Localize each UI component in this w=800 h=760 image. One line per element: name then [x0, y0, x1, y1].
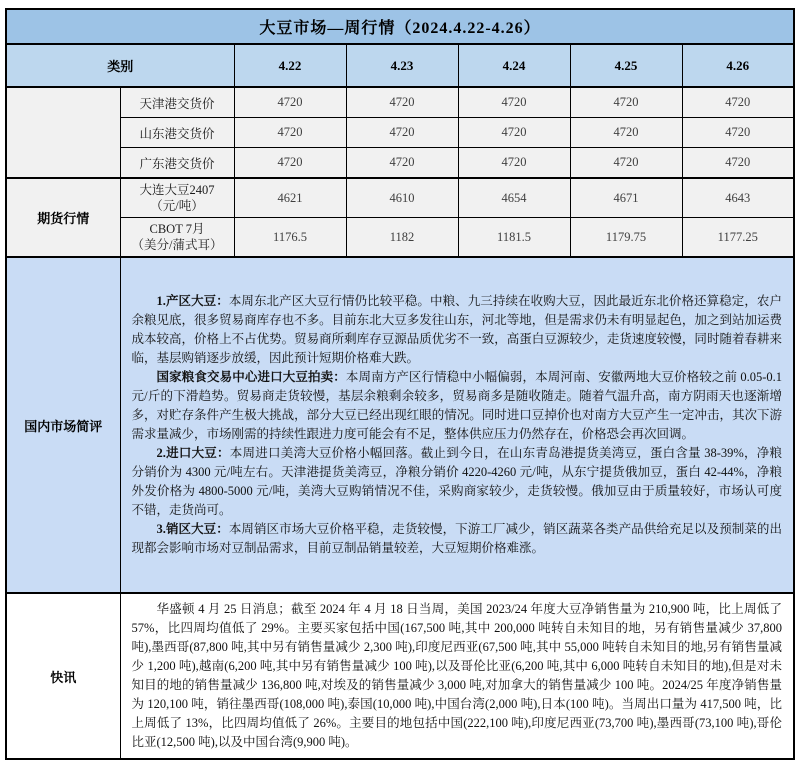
row-label-dce-soybean-2407: [120, 178, 234, 218]
column-header-date-3: 4.24: [458, 44, 570, 87]
cell-value: 4720: [458, 118, 570, 148]
row-label-line2: （美分/蒲式耳）: [131, 238, 223, 252]
table-row-futures-cbot: [6, 218, 794, 258]
column-header-date-5: 4.26: [682, 44, 794, 87]
table-row-futures-dce: [6, 178, 794, 218]
cell-value: 4621: [234, 178, 346, 218]
cell-value: 4643: [682, 178, 794, 218]
page-title: 大豆市场—周行情（2024.4.22-4.26）: [6, 9, 794, 44]
column-header-date-2: 4.23: [346, 44, 458, 87]
cell-value: 4720: [234, 118, 346, 148]
cell-value: 4654: [458, 178, 570, 218]
column-header-date-4: 4.25: [570, 44, 682, 87]
review-paragraph-imported: [132, 444, 783, 520]
cell-value: 4720: [234, 87, 346, 118]
row-label-guangdong-port: 广东港交货价: [120, 148, 234, 179]
paragraph-text: 本周进口美湾大豆价格小幅回落。截止到今日，在山东青岛港提货美湾豆，蛋白含量 38-39%，净粮分销价为 4300 元/吨左右。天津港提货美湾豆，净粮分销价 4220-4260 元/吨，从东宁提货俄加豆，蛋白 42-44%，净粮外发价格为 4800-5000 元/吨，美湾大豆购销情况不佳，采购商家较少，走货较慢。俄加豆由于质量较好，市场认可度不错，走货尚可。: [131, 446, 782, 517]
review-paragraph-auction: [132, 368, 783, 444]
cell-value: 4720: [570, 87, 682, 118]
review-paragraph-sales-area: [132, 520, 783, 558]
paragraph-text: 本周南方产区行情稳中小幅偏弱，本周河南、安徽两地大豆价格较之前 0.05-0.1 元/斤的下滑趋势。贸易商走货较慢，基层余粮剩余较多，贸易商多是随收随走。随着气温升高，南方阴雨天也逐渐增多，对贮存条件产生极大挑战，部分大豆已经出现红眼的情况。同时进口豆掉价也对南方大豆产生一定冲击，其次下游需求量减少，市场刚需的持续性跟进力度可能会有不足，整体供应压力仍然存在，价格恐会再次回调。: [131, 370, 782, 441]
market-review-row: [6, 257, 794, 593]
cell-value: 4720: [346, 87, 458, 118]
cell-value: 4720: [682, 118, 794, 148]
paragraph-text: 本周东北产区大豆行情仍比较平稳。中粮、九三持续在收购大豆，因此最近东北价格还算稳定，农户余粮见底，很多贸易商库存也不多。目前东北大豆多发往山东，河北等地，但是需求仍未有明显起色，加之到站加运费成本较高，价格上不占优势。贸易商所剩库存豆源品质优劣不一致，高蛋白豆源较少，走货速度较慢，同时随着春耕来临，基层购销逐步放缓，因此预计短期价格难大跌。: [131, 294, 782, 365]
cell-value: 4720: [682, 148, 794, 179]
paragraph-text: 本周销区市场大豆价格平稳，走货较慢，下游工厂减少，销区蔬菜各类产品供给充足以及预制菜的出现都会影响市场对豆制品需求，目前豆制品销量较差，大豆短期价格难涨。: [131, 522, 782, 555]
paragraph-lead: 3.销区大豆：: [156, 522, 229, 536]
cell-value: 4720: [346, 118, 458, 148]
cell-value: 4720: [682, 87, 794, 118]
cell-value: 1181.5: [458, 218, 570, 258]
cell-value: 4720: [234, 148, 346, 179]
cell-value: 4720: [570, 118, 682, 148]
soybean-weekly-report: [5, 8, 795, 760]
cell-value: 4610: [346, 178, 458, 218]
column-header-category: 类别: [6, 44, 234, 87]
cell-value: 4720: [570, 148, 682, 179]
cell-value: 1182: [346, 218, 458, 258]
price-report-table: [5, 8, 795, 760]
news-group-label: 快讯: [6, 593, 120, 759]
cell-value: 4671: [570, 178, 682, 218]
market-review-group-label: 国内市场简评: [6, 257, 120, 593]
paragraph-lead: 国家粮食交易中心进口大豆拍卖：: [156, 370, 346, 384]
table-row-spot-guangdong: [6, 148, 794, 179]
row-label-tianjin-port: 天津港交货价: [120, 87, 234, 118]
cell-value: 4720: [346, 148, 458, 179]
column-header-date-1: 4.22: [234, 44, 346, 87]
cell-value: 1176.5: [234, 218, 346, 258]
news-paragraph: 华盛顿 4 月 25 日消息；截至 2024 年 4 月 18 日当周，美国 2023/24 年度大豆净销售量为 210,900 吨，比上周低了 57%，比四周均值低了 29%。主要买家包括中国(167,500 吨,其中 200,000 吨转自未知目的地，另有销售量减少 37,800 吨),墨西哥(87,800 吨,其中另有销售量减少 2,300 吨),印度尼西亚(67,500 吨,其中 55,000 吨转自未知目的地,另有销售量减少 1,200 吨),越南(6,200 吨,其中另有销售量减少 100 吨),以及哥伦比亚(6,200 吨,其中 6,000 吨转自未知目的地),但是对未知目的地的销售量减少 136,800 吨,对埃及的销售量减少 3,000 吨,对加拿大的销售量减少 100 吨。2024/25 年度净销售量为 120,100 吨，销往墨西哥(108,000 吨),泰国(10,000 吨),中国台湾(2,000 吨),日本(100 吨)。当周出口量为 417,500 吨，比上周低了 13%，比四周均值低了 26%。主要目的地包括中国(222,100 吨),印度尼西亚(73,700 吨),墨西哥(73,100 吨),哥伦比亚(12,500 吨),以及中国台湾(9,900 吨)。: [131, 602, 782, 749]
market-review-content: [120, 257, 794, 593]
cell-value: 4720: [458, 87, 570, 118]
row-label-line1: CBOT 7月: [149, 222, 205, 236]
title-row: [6, 9, 794, 44]
futures-group-label: 期货行情: [6, 178, 120, 257]
row-label-shandong-port: 山东港交货价: [120, 118, 234, 148]
row-label-line1: 大连大豆2407: [139, 183, 215, 197]
paragraph-lead: 1.产区大豆：: [156, 294, 229, 308]
table-row-spot-shandong: [6, 118, 794, 148]
row-label-cbot-july: [120, 218, 234, 258]
paragraph-lead: 2.进口大豆：: [156, 446, 230, 460]
news-row: [6, 593, 794, 759]
news-content: [120, 593, 794, 759]
table-row-spot-tianjin: [6, 87, 794, 118]
cell-value: 1179.75: [570, 218, 682, 258]
header-row: [6, 44, 794, 87]
row-label-line2: （元/吨）: [150, 199, 204, 213]
spot-group-label-empty: [6, 87, 120, 178]
review-paragraph-producing-area: [132, 292, 783, 368]
cell-value: 1177.25: [682, 218, 794, 258]
cell-value: 4720: [458, 148, 570, 179]
